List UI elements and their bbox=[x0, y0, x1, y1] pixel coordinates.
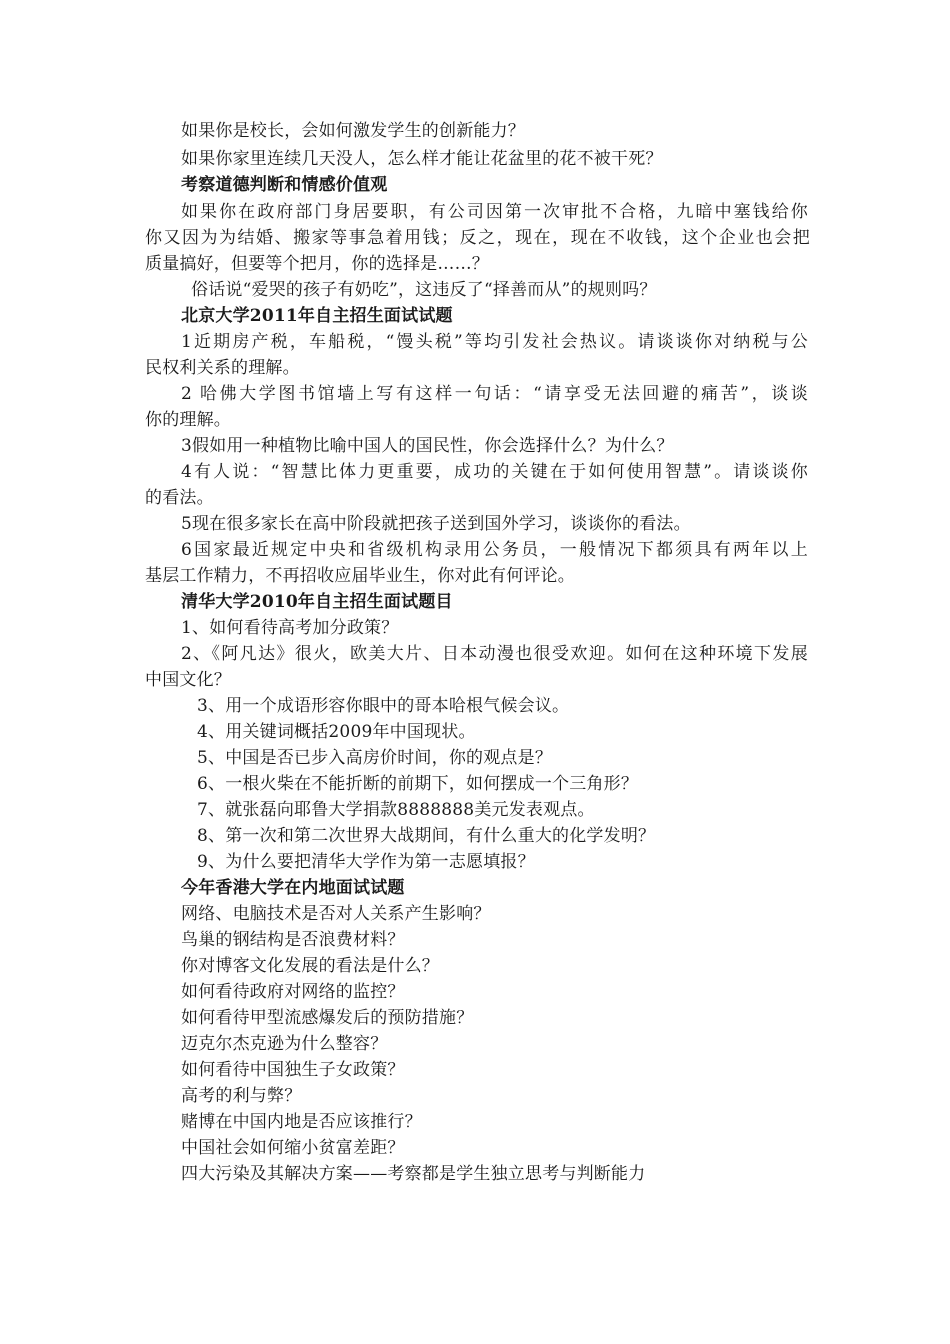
question-line: 8、第一次和第二次世界大战期间，有什么重大的化学发明？ bbox=[197, 826, 656, 846]
question-line: 5现在很多家长在高中阶段就把孩子送到国外学习，谈谈你的看法。 bbox=[181, 514, 691, 534]
question-line: 迈克尔杰克逊为什么整容？ bbox=[181, 1034, 388, 1054]
section-heading: 今年香港大学在内地面试试题 bbox=[181, 878, 405, 898]
paragraph-line: 如果你在政府部门身居要职，有公司因第一次审批不合格，九暗中塞钱给你 bbox=[181, 202, 808, 222]
question-line: 鸟巢的钢结构是否浪费材料？ bbox=[181, 930, 405, 950]
question-line: 基层工作精力，不再招收应届毕业生，你对此有何评论。 bbox=[145, 566, 575, 586]
question-line: 俗话说“爱哭的孩子有奶吃”，这违反了“择善而从”的规则吗？ bbox=[191, 280, 657, 300]
question-line: 1、如何看待高考加分政策？ bbox=[181, 618, 399, 638]
question-line: 6国家最近规定中央和省级机构录用公务员，一般情况下都须具有两年以上 bbox=[181, 540, 808, 560]
paragraph-line: 质量搞好，但要等个把月，你的选择是……？ bbox=[145, 254, 489, 274]
question-line: 6、一根火柴在不能折断的前期下，如何摆成一个三角形？ bbox=[197, 774, 639, 794]
question-line: 9、为什么要把清华大学作为第一志愿填报？ bbox=[197, 852, 535, 872]
paragraph-line: 你又因为为结婚、搬家等事急着用钱；反之，现在，现在不收钱，这个企业也会把 bbox=[145, 228, 810, 248]
question-line: 如果你是校长，会如何激发学生的创新能力？ bbox=[181, 121, 525, 141]
question-line: 3、用一个成语形容你眼中的哥本哈根气候会议。 bbox=[197, 696, 570, 716]
question-line: 7、就张磊向耶鲁大学捐款8888888美元发表观点。 bbox=[197, 800, 595, 820]
question-line: 如果你家里连续几天没人，怎么样才能让花盆里的花不被干死？ bbox=[181, 149, 663, 169]
question-line: 3假如用一种植物比喻中国人的国民性，你会选择什么？为什么？ bbox=[181, 436, 674, 456]
question-line: 4有人说：“智慧比体力更重要，成功的关键在于如何使用智慧”。请谈谈你 bbox=[181, 462, 808, 482]
question-line: 高考的利与弊？ bbox=[181, 1086, 302, 1106]
question-line: 如何看待甲型流感爆发后的预防措施？ bbox=[181, 1008, 474, 1028]
question-line: 网络、电脑技术是否对人关系产生影响？ bbox=[181, 904, 491, 924]
section-heading: 考察道德判断和情感价值观 bbox=[181, 175, 388, 195]
question-line: 2、《阿凡达》很火，欧美大片、日本动漫也很受欢迎。如何在这种环境下发展 bbox=[181, 644, 808, 664]
question-line: 民权利关系的理解。 bbox=[145, 358, 300, 378]
question-line: 中国文化？ bbox=[145, 670, 231, 690]
question-line: 如何看待中国独生子女政策？ bbox=[181, 1060, 405, 1080]
question-line: 你对博客文化发展的看法是什么？ bbox=[181, 956, 439, 976]
question-line: 你的理解。 bbox=[145, 410, 231, 430]
section-heading: 北京大学2011年自主招生面试试题 bbox=[181, 306, 453, 326]
question-line: 的看法。 bbox=[145, 488, 214, 508]
question-line: 四大污染及其解决方案——考察都是学生独立思考与判断能力 bbox=[181, 1164, 646, 1184]
question-line: 4、用关键词概括2009年中国现状。 bbox=[197, 722, 476, 742]
question-line: 2 哈佛大学图书馆墙上写有这样一句话：“请享受无法回避的痛苦”，谈谈 bbox=[181, 384, 808, 404]
question-line: 赌博在中国内地是否应该推行？ bbox=[181, 1112, 422, 1132]
section-heading: 清华大学2010年自主招生面试题目 bbox=[181, 592, 453, 612]
question-line: 5、中国是否已步入高房价时间，你的观点是？ bbox=[197, 748, 553, 768]
question-line: 如何看待政府对网络的监控？ bbox=[181, 982, 405, 1002]
question-line: 中国社会如何缩小贫富差距？ bbox=[181, 1138, 405, 1158]
question-line: 1近期房产税，车船税，“馒头税”等均引发社会热议。请谈谈你对纳税与公 bbox=[181, 332, 808, 352]
